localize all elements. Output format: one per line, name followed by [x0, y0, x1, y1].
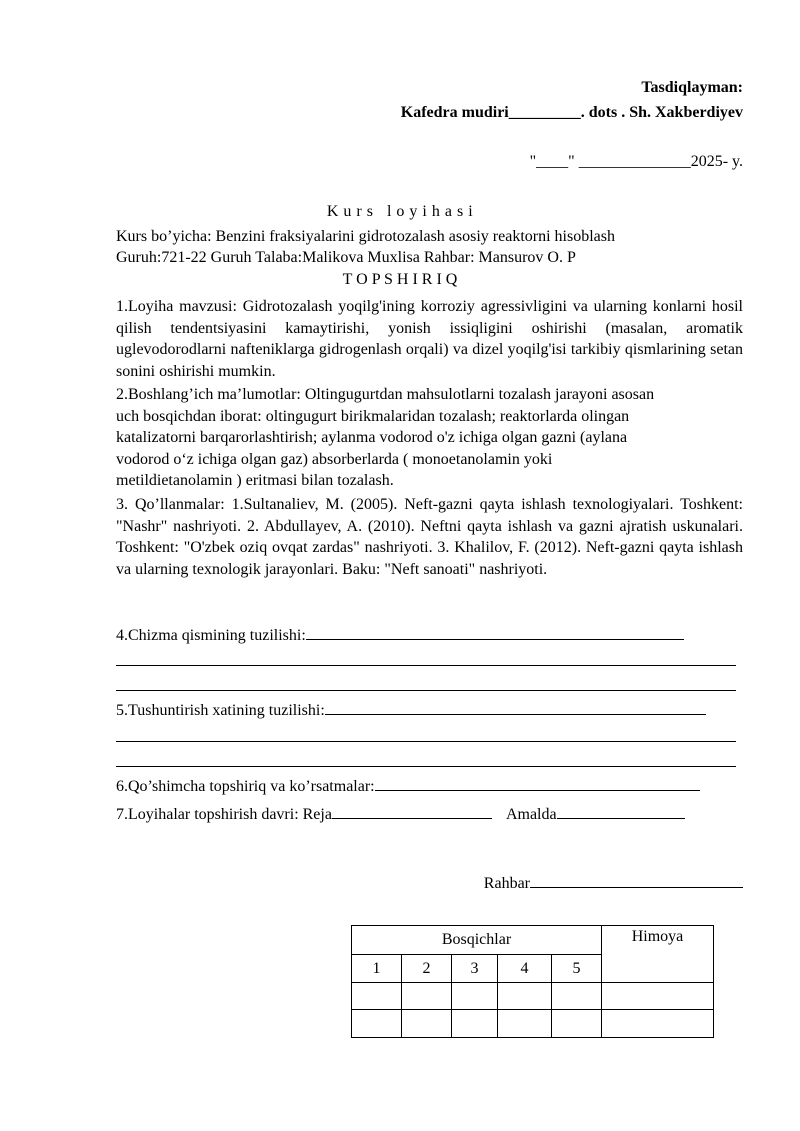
blank-rule [116, 690, 736, 691]
section-initial-data-line: 2.Boshlang’ich ma’lumotlar: Oltingugurtdan mahsulotlarni tozalash jarayoni asosan [116, 386, 655, 403]
plan-blank [332, 803, 492, 819]
supervisor-signature-blank [530, 872, 743, 888]
supervisor-signature [484, 872, 743, 893]
explanatory-note-blank [325, 699, 706, 715]
course-project-title: K u r s l o y i h a s i [326, 203, 474, 220]
table-cell [452, 1010, 498, 1038]
blank-rule [116, 665, 736, 666]
table-cell [352, 983, 402, 1010]
section-initial-data-line: katalizatorni barqarorlashtirish; aylanma vodorod o'z ichiga olgan gazni (aylana [116, 429, 628, 446]
section-project-topic: 1.Loyiha mavzusi: Gidrotozalash yoqilg'ining korroziy agressivligini va ularning konlarni hosil qilish tendentsiyasini kamaytirishi, yonish issiqligini oshirishi (masalan, aromatik uglevodorodlarni nafteniklarga gidrogenlash orqali) va dizel yoqilg'isi tarkibiy qismlarining setan sonini oshirishi mumkin. [116, 298, 743, 380]
table-cell [602, 1010, 714, 1038]
section-explanatory-note [116, 699, 706, 720]
section-initial-data-line: vodorod o‘z ichiga olgan gaz) absorberlarda ( monoetanolamin yoki [116, 451, 553, 468]
section-drawing-structure [116, 624, 684, 645]
defense-header: Himoya [602, 926, 714, 983]
table-cell [452, 983, 498, 1010]
stage-number: 1 [352, 955, 402, 983]
section-additional-tasks [116, 775, 700, 796]
explanatory-note-label: 5.Tushuntirish xatining tuzilishi: [116, 702, 325, 719]
blank-rule [116, 741, 736, 742]
additional-tasks-blank [375, 775, 700, 791]
stage-number: 2 [402, 955, 452, 983]
table-cell [498, 983, 552, 1010]
drawing-structure-blank [306, 624, 684, 640]
supervisor-label: Rahbar [483, 875, 530, 892]
table-cell [498, 1010, 552, 1038]
approval-title: Tasdiqlayman: [641, 79, 743, 96]
course-subject: Kurs bo’yicha: Benzini fraksiyalarini gidrotozalash asosiy reaktorni hisoblash [116, 228, 615, 245]
section-submission-period [116, 803, 685, 824]
stages-header: Bosqichlar [352, 926, 602, 955]
stage-number: 4 [498, 955, 552, 983]
drawing-structure-label: 4.Chizma qismining tuzilishi: [116, 627, 306, 644]
section-initial-data-line: metildietanolamin ) eritmasi bilan tozalash. [116, 472, 394, 489]
department-head-line: Kafedra mudiri_________. dots . Sh. Xakberdiyev [400, 104, 743, 121]
table-cell [552, 983, 602, 1010]
blank-rule [116, 766, 736, 767]
section-initial-data-line: uch bosqichdan iborat: oltingugurt birikmalaridan tozalash; reaktorlarda olingan [116, 408, 630, 425]
table-row [352, 1010, 714, 1038]
additional-tasks-label: 6.Qo’shimcha topshiriq va ko’rsatmalar: [116, 778, 375, 795]
task-title: T O P S H I R I Q [342, 271, 458, 288]
table-cell [352, 1010, 402, 1038]
table-cell [402, 983, 452, 1010]
submission-plan-label: 7.Loyihalar topshirish davri: Reja [116, 806, 332, 823]
table-cell [402, 1010, 452, 1038]
stage-number: 5 [552, 955, 602, 983]
table-cell [552, 1010, 602, 1038]
section-references: 3. Qo’llanmalar: 1.Sultanaliev, M. (2005). Neft-gazni qayta ishlash texnologiyalari. Toshkent: "Nashr" nashriyoti. 2. Abdullayev, A. (2010). Neftni qayta ishlash va gazni ajratish uskunalari. Toshkent: "O'zbek oziq ovqat zardas" nashriyoti. 3. Khalilov, F. (2012). Neft-gazni qayta ishlash va ularning texnologik jarayonlari. Baku: "Neft sanoati" nashriyoti. [116, 496, 743, 578]
submission-actual-label: Amalda [505, 806, 557, 823]
actual-blank [557, 803, 685, 819]
group-student-supervisor: Guruh:721-22 Guruh Talaba:Malikova Muxlisa Rahbar: Mansurov O. P [116, 249, 576, 266]
table-cell [602, 983, 714, 1010]
stage-number: 3 [452, 955, 498, 983]
stages-table [351, 925, 714, 1038]
approval-date-line: "____" ______________2025- y. [529, 153, 743, 170]
table-row [352, 983, 714, 1010]
